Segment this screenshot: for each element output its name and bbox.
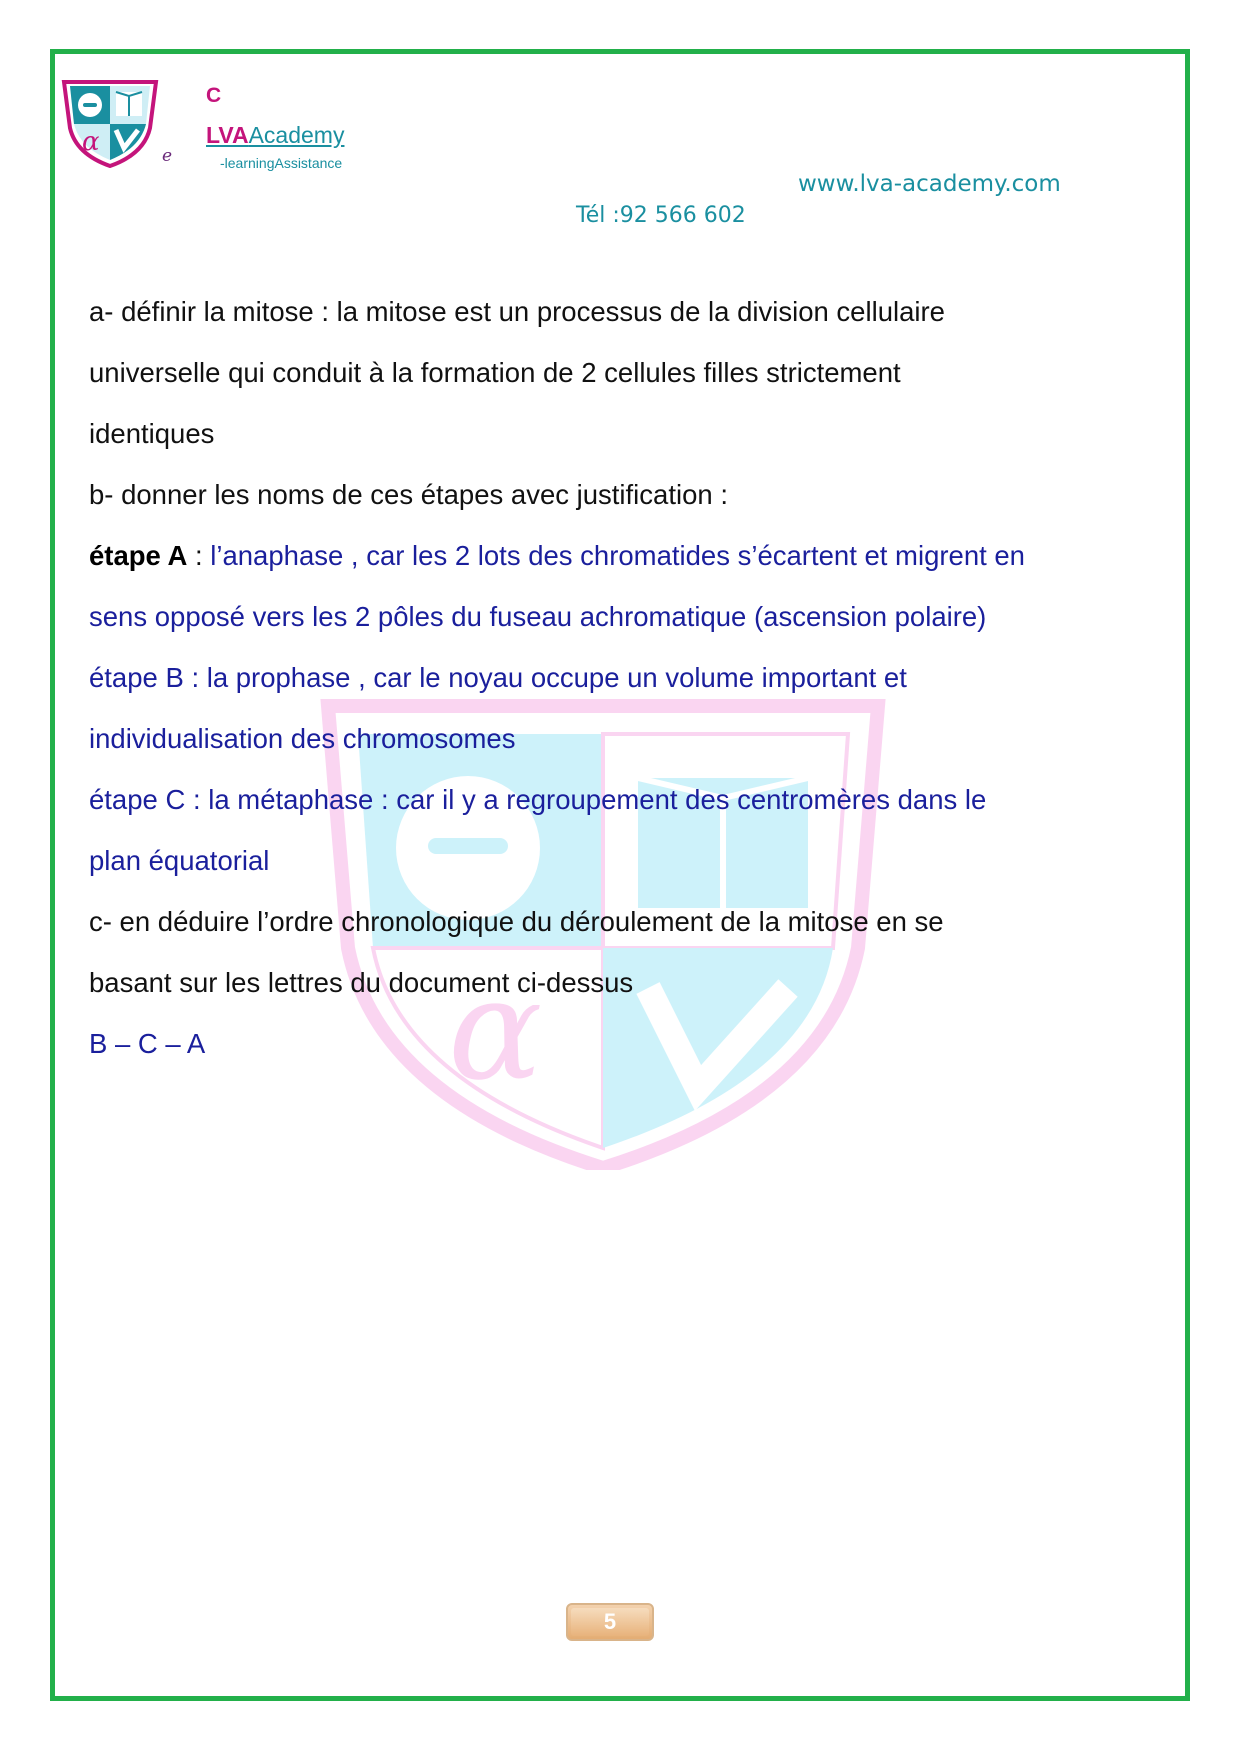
question-c-line: c- en déduire l’ordre chronologique du déroulement de la mitose en se [89, 906, 944, 937]
question-a-line: universelle qui conduit à la formation de 2 cellules filles strictement [89, 357, 901, 388]
brand-e: e [162, 146, 173, 166]
lva-academy-logo [58, 78, 162, 168]
phone-number: Tél :92 566 602 [576, 203, 746, 228]
etape-a-answer-cont: sens opposé vers les 2 pôles du fuseau achromatique (ascension polaire) [89, 601, 987, 632]
question-b: b- donner les noms de ces étapes avec justification : [89, 479, 728, 510]
question-c-line: basant sur les lettres du document ci-dessus [89, 967, 634, 998]
etape-c-answer: étape C : la métaphase : car il y a regroupement des centromères dans le [89, 784, 987, 815]
page-number-badge [566, 1603, 654, 1641]
etape-b-answer-cont: individualisation des chromosomes [89, 723, 516, 754]
brand-lva: LVA [206, 122, 249, 148]
brand-letter: C [206, 84, 222, 107]
svg-text:α: α [82, 127, 100, 157]
etape-a-label: étape A [89, 540, 188, 571]
question-a-line: a- définir la mitose : la mitose est un processus de la division cellulaire [89, 296, 945, 327]
page-number: 5 [571, 1608, 649, 1636]
question-a-line: identiques [89, 418, 215, 449]
etape-c-answer-cont: plan équatorial [89, 845, 270, 876]
etape-a-separator: : [187, 540, 211, 571]
etape-a-line [89, 525, 1159, 586]
svg-text:α: α [448, 949, 543, 1112]
document-body [89, 281, 1159, 1074]
brand-subtitle: -learningAssistance [220, 155, 343, 171]
website-link[interactable]: www.lva-academy.com [798, 171, 1061, 197]
brand-academy: Academy [248, 122, 345, 148]
etape-b-answer: étape B : la prophase , car le noyau occupe un volume important et [89, 662, 907, 693]
etape-a-answer: l’anaphase , car les 2 lots des chromatides s’écartent et migrent en [210, 540, 1025, 571]
brand-name[interactable] [206, 122, 344, 149]
question-c-answer: B – C – A [89, 1028, 206, 1059]
